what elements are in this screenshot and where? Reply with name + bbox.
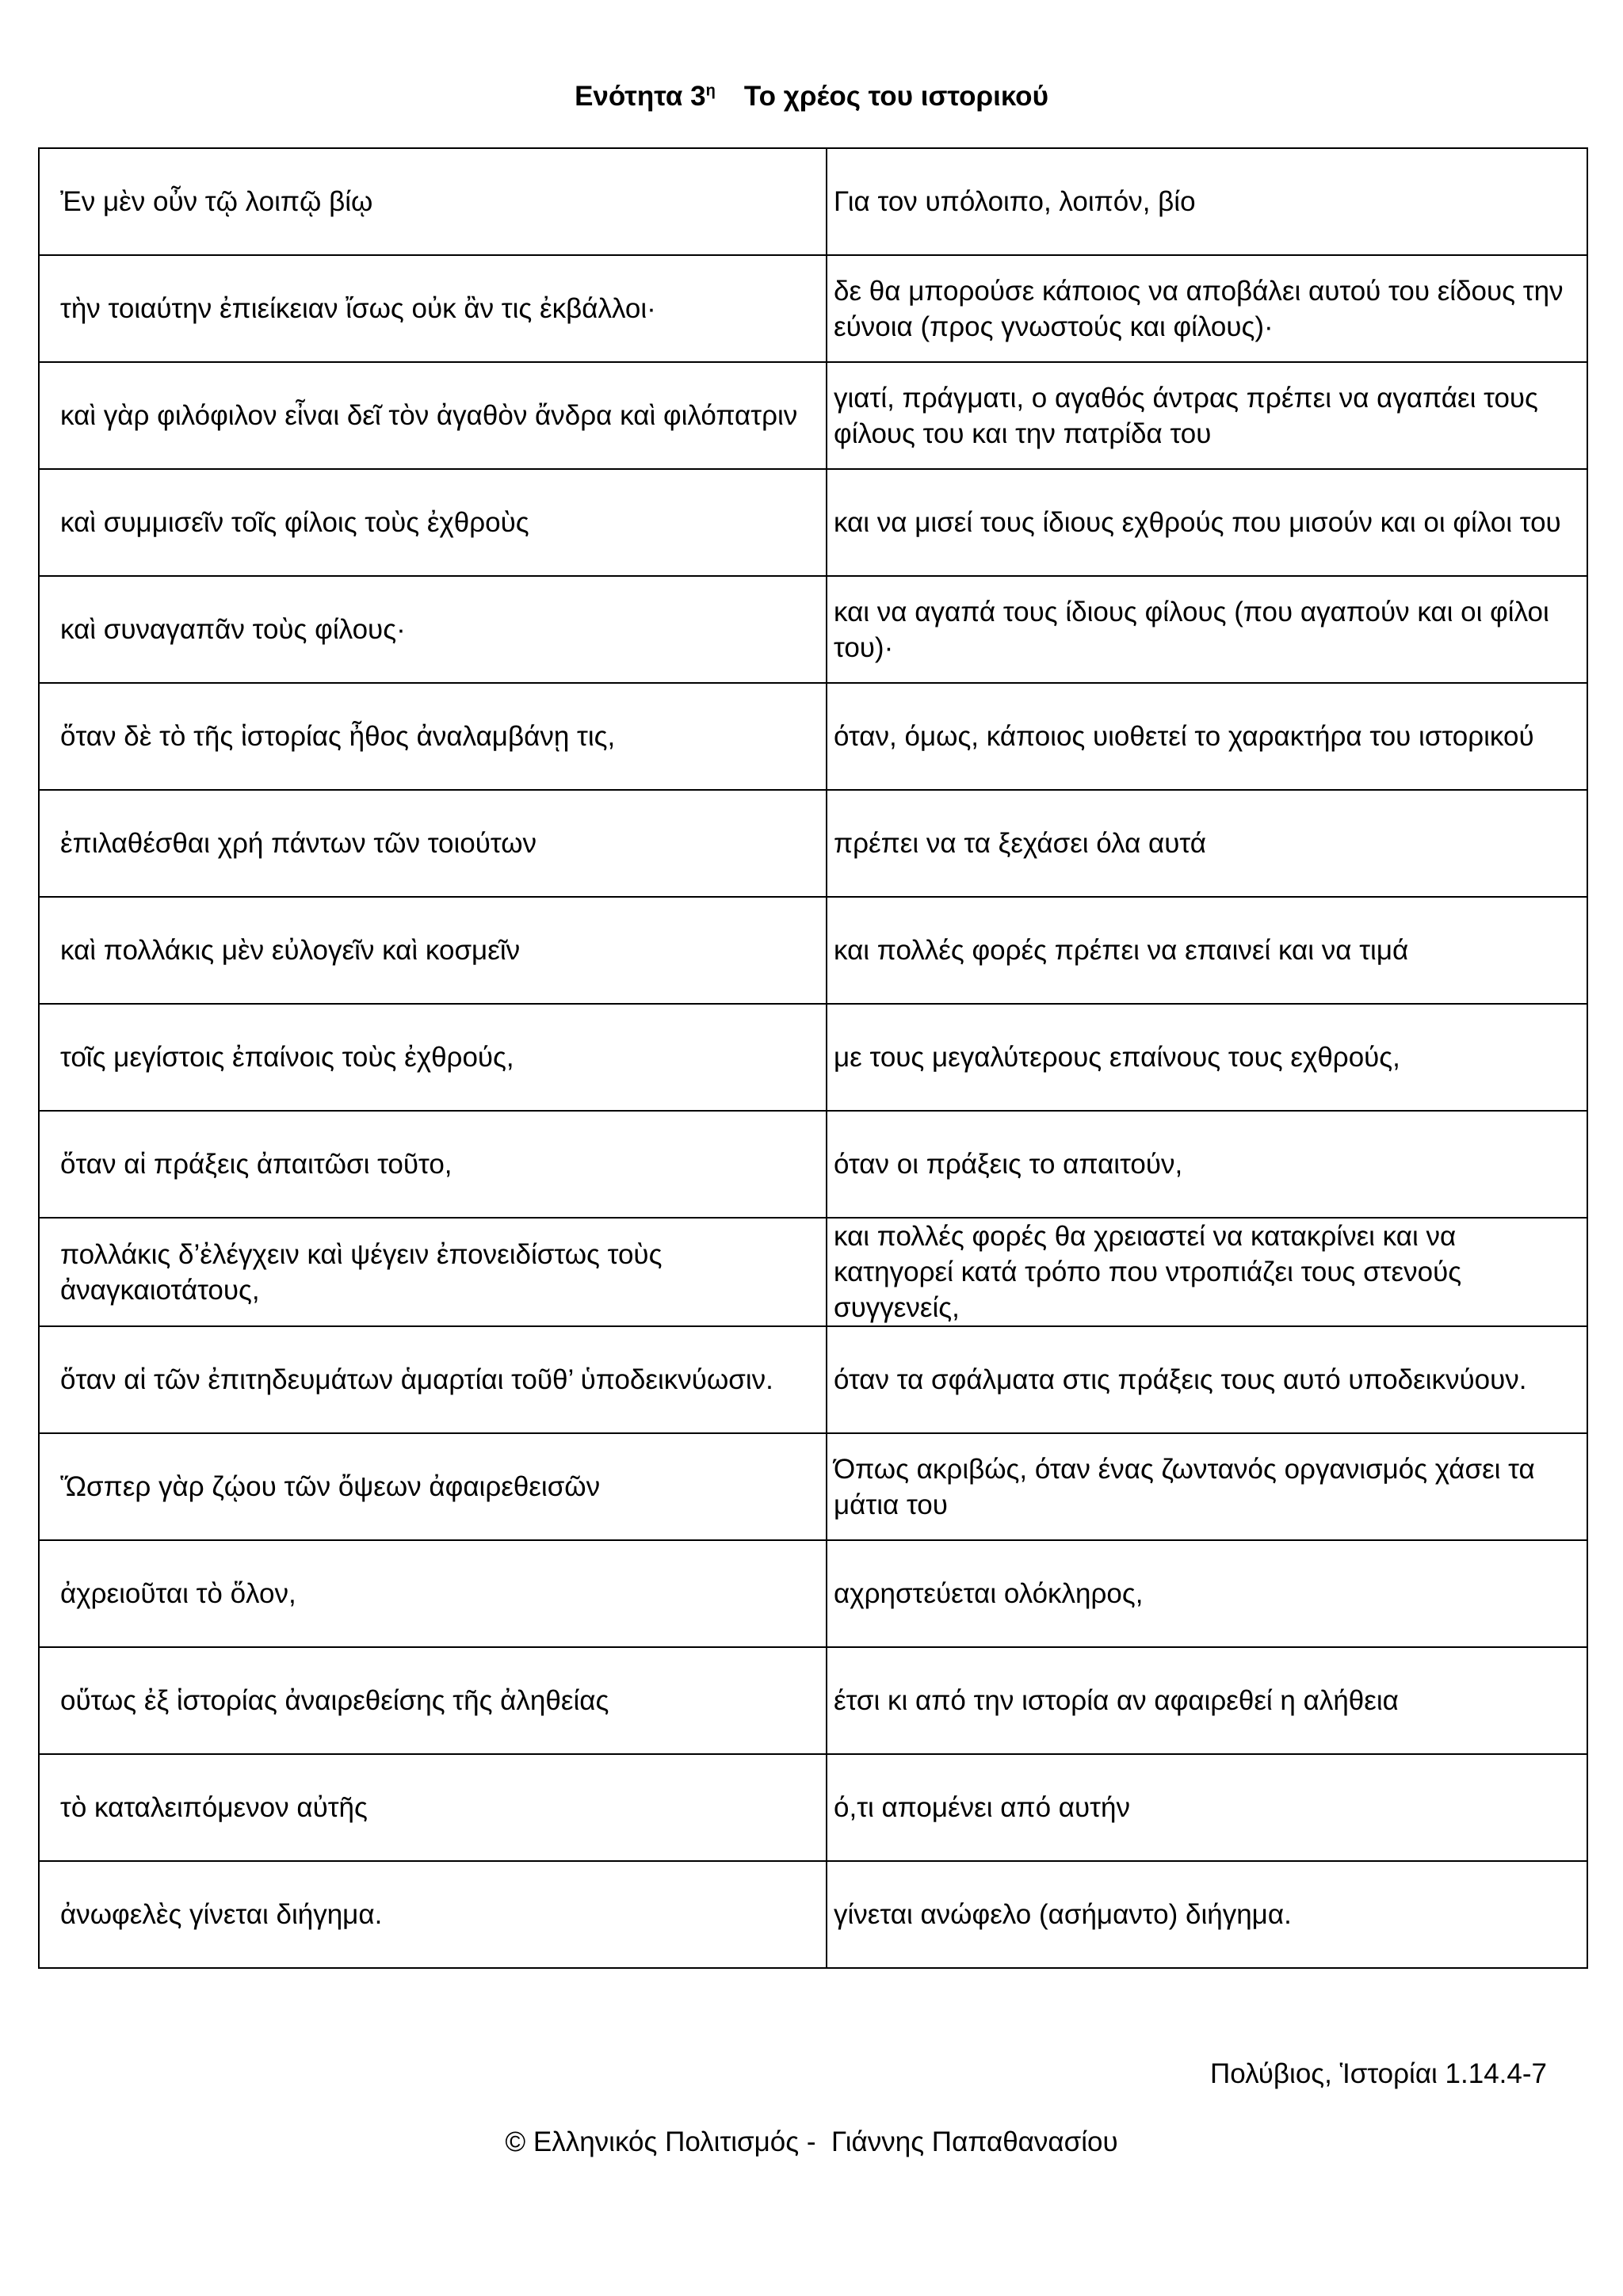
modern-greek-translation-cell: έτσι κι από την ιστορία αν αφαιρεθεί η αλήθεια <box>827 1647 1587 1754</box>
table-row <box>39 1861 1587 1968</box>
modern-greek-translation-cell: και πολλές φορές πρέπει να επαινεί και να τιμά <box>827 897 1587 1004</box>
modern-greek-translation-cell: και πολλές φορές θα χρειαστεί να κατακρίνει και να κατηγορεί κατά τρόπο που ντροπιάζει τους στενούς συγγενείς, <box>827 1218 1587 1326</box>
table-row <box>39 1326 1587 1433</box>
table-row <box>39 897 1587 1004</box>
modern-greek-translation-cell: πρέπει να τα ξεχάσει όλα αυτά <box>827 790 1587 897</box>
modern-greek-translation-cell: και να αγαπά τους ίδιους φίλους (που αγαπούν και οι φίλοι του)· <box>827 576 1587 683</box>
modern-greek-translation-cell: όταν τα σφάλματα στις πράξεις τους αυτό υποδεικνύουν. <box>827 1326 1587 1433</box>
unit-title: Το χρέος του ιστορικού <box>743 81 1048 112</box>
ancient-greek-cell: ἀνωφελὲς γίνεται διήγημα. <box>39 1861 827 1968</box>
table-row <box>39 1754 1587 1861</box>
table-row <box>39 1433 1587 1540</box>
table-row <box>39 1111 1587 1218</box>
modern-greek-translation-cell: Όπως ακριβώς, όταν ένας ζωντανός οργανισμός χάσει τα μάτια του <box>827 1433 1587 1540</box>
ancient-greek-cell: ὅταν αἱ πράξεις ἀπαιτῶσι τοῦτο, <box>39 1111 827 1218</box>
ancient-greek-cell: καὶ συμμισεῖν τοῖς φίλοις τοὺς ἐχθροὺς <box>39 469 827 576</box>
translation-table-body <box>39 148 1587 1968</box>
unit-number: Ενότητα 3 <box>575 81 706 112</box>
source-citation: Πολύβιος, Ἱστορίαι 1.14.4-7 <box>1210 2058 1547 2089</box>
ancient-greek-cell: οὕτως ἐξ ἱστορίας ἀναιρεθείσης τῆς ἀληθείας <box>39 1647 827 1754</box>
modern-greek-translation-cell: αχρηστεύεται ολόκληρος, <box>827 1540 1587 1647</box>
ancient-greek-cell: ὅταν δὲ τὸ τῆς ἱστορίας ἦθος ἀναλαμβάνῃ τις, <box>39 683 827 790</box>
modern-greek-translation-cell: και να μισεί τους ίδιους εχθρούς που μισούν και οι φίλοι του <box>827 469 1587 576</box>
ancient-greek-cell: καὶ γὰρ φιλόφιλον εἶναι δεῖ τὸν ἀγαθὸν ἄνδρα καὶ φιλόπατριν <box>39 362 827 469</box>
table-row <box>39 790 1587 897</box>
table-row <box>39 1647 1587 1754</box>
ancient-greek-cell: καὶ πολλάκις μὲν εὐλογεῖν καὶ κοσμεῖν <box>39 897 827 1004</box>
ancient-greek-cell: καὶ συναγαπᾶν τοὺς φίλους· <box>39 576 827 683</box>
translation-table <box>38 147 1588 1969</box>
modern-greek-translation-cell: γίνεται ανώφελο (ασήμαντο) διήγημα. <box>827 1861 1587 1968</box>
modern-greek-translation-cell: όταν οι πράξεις το απαιτούν, <box>827 1111 1587 1218</box>
modern-greek-translation-cell: δε θα μπορούσε κάποιος να αποβάλει αυτού του είδους την εύνοια (προς γνωστούς και φίλους)· <box>827 255 1587 362</box>
modern-greek-translation-cell: με τους μεγαλύτερους επαίνους τους εχθρούς, <box>827 1004 1587 1111</box>
ancient-greek-cell: ὅταν αἱ τῶν ἐπιτηδευμάτων ἁμαρτίαι τοῦθ’ ὑποδεικνύωσιν. <box>39 1326 827 1433</box>
ancient-greek-cell: Ἐν μὲν οὖν τῷ λοιπῷ βίῳ <box>39 148 827 255</box>
table-row <box>39 148 1587 255</box>
table-row <box>39 469 1587 576</box>
table-row <box>39 683 1587 790</box>
table-row <box>39 362 1587 469</box>
table-row <box>39 1218 1587 1326</box>
modern-greek-translation-cell: ό,τι απομένει από αυτήν <box>827 1754 1587 1861</box>
page-title <box>0 79 1623 114</box>
table-row <box>39 1004 1587 1111</box>
table-row <box>39 255 1587 362</box>
ancient-greek-cell: Ὥσπερ γὰρ ζῴου τῶν ὄψεων ἀφαιρεθεισῶν <box>39 1433 827 1540</box>
ancient-greek-cell: τὴν τοιαύτην ἐπιείκειαν ἴσως οὐκ ἂν τις ἐκβάλλοι· <box>39 255 827 362</box>
ancient-greek-cell: πολλάκις δ’ἐλέγχειν καὶ ψέγειν ἐπονειδίστως τοὺς ἀναγκαιοτάτους, <box>39 1218 827 1326</box>
ancient-greek-cell: τοῖς μεγίστοις ἐπαίνοις τοὺς ἐχθρούς, <box>39 1004 827 1111</box>
table-row <box>39 1540 1587 1647</box>
unit-ordinal: η <box>705 82 716 100</box>
ancient-greek-cell: ἀχρειοῦται τὸ ὅλον, <box>39 1540 827 1647</box>
modern-greek-translation-cell: γιατί, πράγματι, ο αγαθός άντρας πρέπει να αγαπάει τους φίλους του και την πατρίδα του <box>827 362 1587 469</box>
ancient-greek-cell: τὸ καταλειπόμενον αὐτῆς <box>39 1754 827 1861</box>
copyright-footer: © Ελληνικός Πολιτισμός - Γιάννης Παπαθανασίου <box>505 2126 1118 2157</box>
modern-greek-translation-cell: όταν, όμως, κάποιος υιοθετεί το χαρακτήρα του ιστορικού <box>827 683 1587 790</box>
modern-greek-translation-cell: Για τον υπόλοιπο, λοιπόν, βίο <box>827 148 1587 255</box>
table-row <box>39 576 1587 683</box>
ancient-greek-cell: ἐπιλαθέσθαι χρή πάντων τῶν τοιούτων <box>39 790 827 897</box>
